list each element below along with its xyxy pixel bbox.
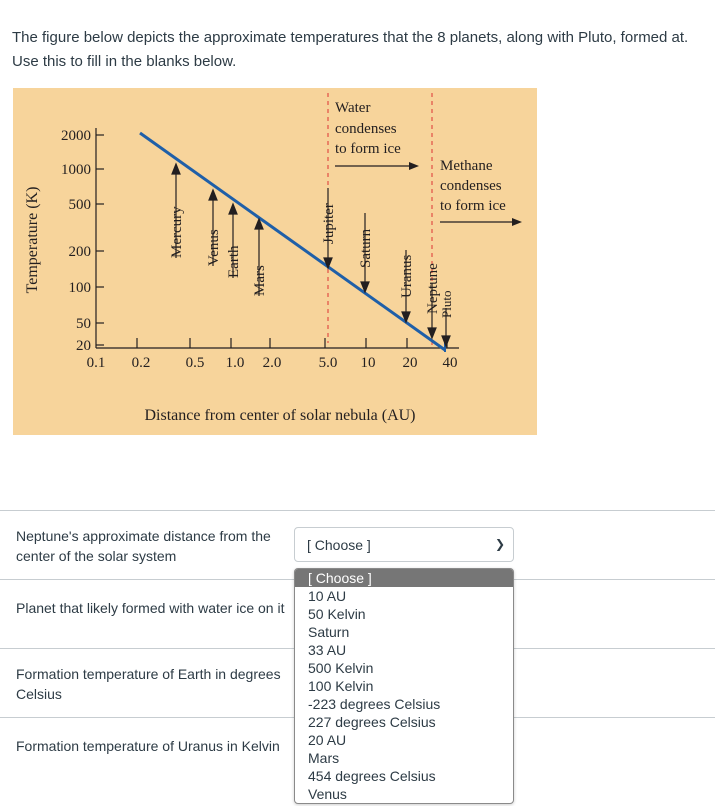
x-tick-1.0: 1.0 bbox=[225, 355, 245, 371]
dropdown-option[interactable]: 33 AU bbox=[308, 642, 347, 658]
dropdown-option[interactable]: Mars bbox=[308, 750, 340, 766]
question-label-2: Planet that likely formed with water ice on it bbox=[16, 600, 285, 616]
dropdown-option[interactable]: 454 degrees Celsius bbox=[308, 768, 436, 784]
dropdown-option[interactable]: 100 Kelvin bbox=[308, 678, 374, 694]
dropdown-option[interactable]: Saturn bbox=[308, 624, 350, 640]
methane-note-line3: to form ice bbox=[440, 198, 506, 214]
planet-jupiter: Jupiter bbox=[321, 203, 337, 244]
x-tick-40: 40 bbox=[442, 355, 458, 371]
x-axis-label: Distance from center of solar nebula (AU) bbox=[144, 407, 416, 424]
y-tick-100: 100 bbox=[68, 280, 91, 296]
chevron-down-icon: ❯ bbox=[494, 537, 505, 551]
dropdown-option[interactable]: -223 degrees Celsius bbox=[308, 696, 441, 712]
y-tick-50: 50 bbox=[76, 316, 91, 332]
x-tick-0.2: 0.2 bbox=[131, 355, 151, 371]
y-tick-20: 20 bbox=[76, 338, 91, 354]
x-tick-0.5: 0.5 bbox=[185, 355, 205, 371]
dropdown-option[interactable]: Venus bbox=[308, 786, 347, 802]
dropdown-option[interactable]: 50 Kelvin bbox=[308, 606, 366, 622]
x-tick-10: 10 bbox=[360, 355, 376, 371]
intro-text: The figure below depicts the approximate temperatures that the 8 planets, along with Pluto, formed at. Use this to fill in the blanks below. bbox=[12, 29, 689, 70]
dropdown-option[interactable]: 227 degrees Celsius bbox=[308, 714, 436, 730]
y-tick-200: 200 bbox=[68, 244, 91, 260]
methane-note-line1: Methane bbox=[440, 158, 493, 174]
question-label-4: Formation temperature of Uranus in Kelvin bbox=[16, 738, 280, 754]
x-tick-20: 20 bbox=[402, 355, 418, 371]
dropdown-option[interactable]: 20 AU bbox=[308, 732, 347, 748]
water-note-line1: Water bbox=[335, 100, 371, 116]
answer-dropdown-list[interactable] bbox=[294, 568, 514, 804]
temperature-figure bbox=[13, 88, 537, 435]
planet-mercury: Mercury bbox=[169, 206, 185, 258]
planet-saturn: Saturn bbox=[358, 228, 374, 268]
select-value: [ Choose ] bbox=[307, 537, 371, 553]
planet-pluto: Pluto bbox=[439, 290, 454, 318]
dropdown-option[interactable]: 500 Kelvin bbox=[308, 660, 374, 676]
x-tick-2.0: 2.0 bbox=[262, 355, 282, 371]
dropdown-option[interactable]: [ Choose ] bbox=[295, 569, 513, 587]
x-tick-5.0: 5.0 bbox=[318, 355, 338, 371]
y-tick-1000: 1000 bbox=[61, 162, 91, 178]
temperature-chart bbox=[13, 88, 537, 435]
water-note-line2: condenses bbox=[335, 121, 397, 137]
y-tick-2000: 2000 bbox=[61, 128, 91, 144]
dropdown-option[interactable]: 10 AU bbox=[308, 588, 347, 604]
question-label-1: Neptune's approximate distance from the center of the solar system bbox=[16, 528, 271, 564]
planet-earth: Earth bbox=[226, 245, 242, 278]
water-note-line3: to form ice bbox=[335, 141, 401, 157]
planet-venus: Venus bbox=[206, 229, 222, 266]
question-label-3: Formation temperature of Earth in degrees Celsius bbox=[16, 666, 281, 702]
y-tick-500: 500 bbox=[68, 197, 91, 213]
y-axis-label: Temperature (K) bbox=[24, 186, 41, 294]
planet-mars: Mars bbox=[252, 265, 268, 296]
planet-uranus: Uranus bbox=[399, 254, 415, 298]
planet-neptune: Neptune bbox=[425, 263, 441, 314]
answer-select-1[interactable] bbox=[294, 527, 514, 562]
methane-note-line2: condenses bbox=[440, 178, 502, 194]
x-tick-0.1: 0.1 bbox=[86, 355, 106, 371]
